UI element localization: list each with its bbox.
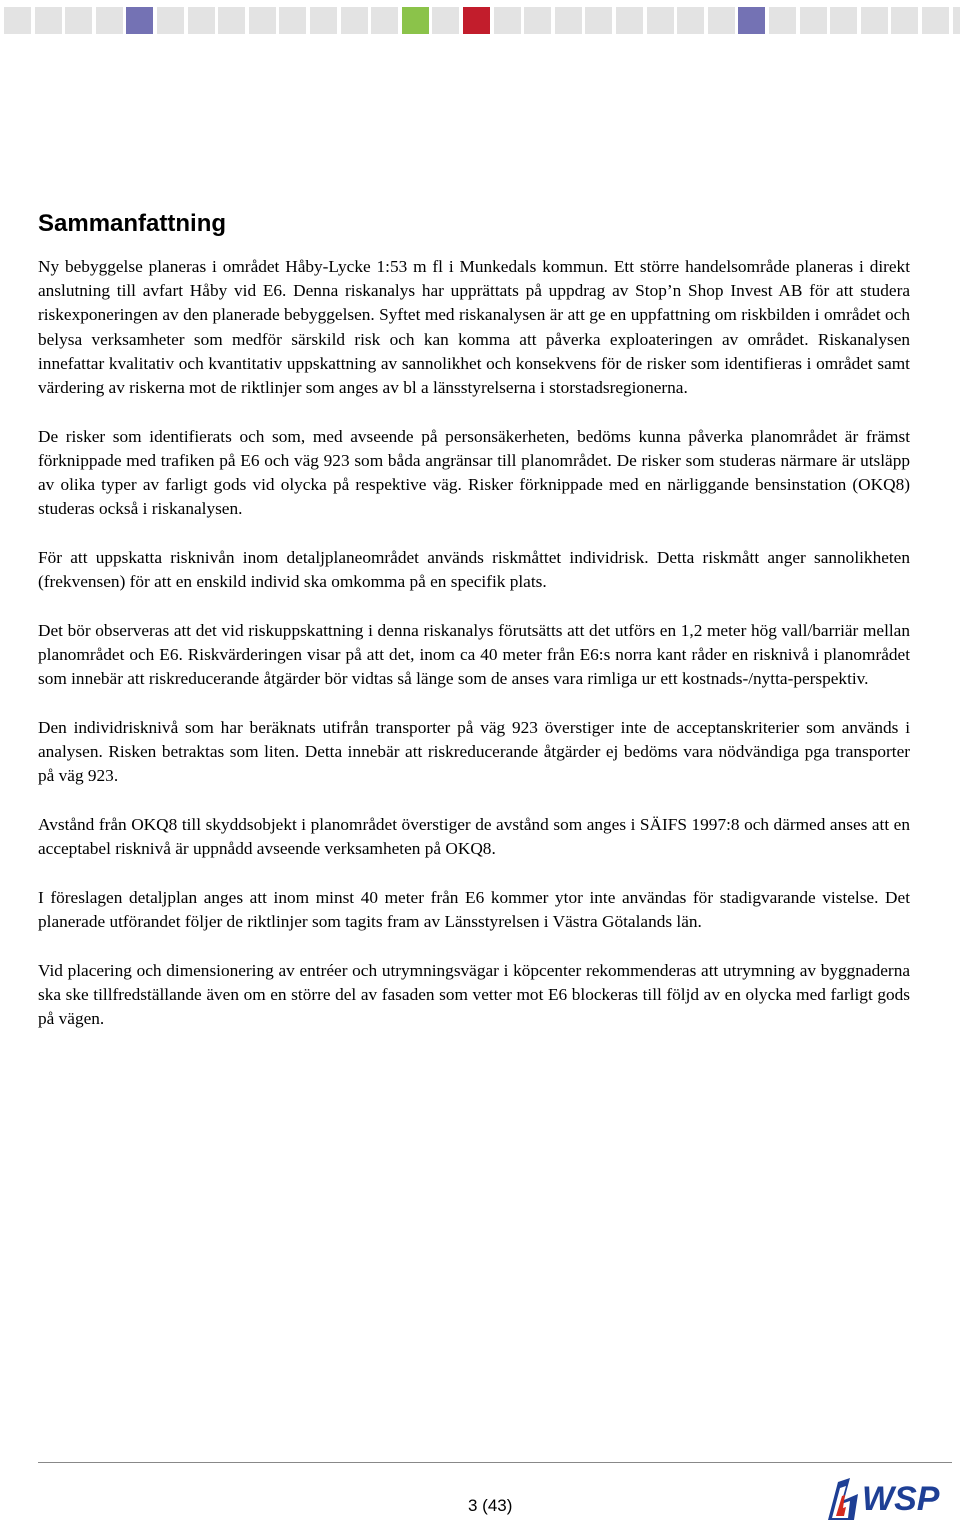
header-square [891,7,918,34]
header-square [188,7,215,34]
header-square [708,7,735,34]
section-title: Sammanfattning [38,210,227,237]
header-square [4,7,31,34]
header-square [953,7,960,34]
document-body [38,255,910,1056]
header-square [616,7,643,34]
paragraph-1: Ny bebyggelse planeras i området Håby-Lycke 1:53 m fl i Munkedals kommun. Ett större handelsområde planeras i direkt anslutning till avfart Håby vid E6. Denna riskanalys har upprättats på uppdrag av Stop’n Shop Invest AB för att studera riskexponeringen av den planerade bebyggelsen. Syftet med riskanalysen är att ge en uppfattning om riskbilden i området och belysa verksamheter som medför särskild risk och kan komma att påverka exploateringen av området. Riskanalysen innefattar kvalitativ och kvantitativ uppskattning av sannolikhet och konsekvens för de risker som identifieras i området samt värdering av riskerna mot de riktlinjer som anges av bl a länsstyrelserna i storstadsregionerna. [38,257,910,398]
header-square [157,7,184,34]
header-square [585,7,612,34]
header-square [769,7,796,34]
header-square [371,7,398,34]
page-number: 3 (43) [468,1496,513,1515]
header-square [830,7,857,34]
wsp-logo-graphic [824,1474,956,1522]
header-square [279,7,306,34]
header-square [494,7,521,34]
paragraph-5: Den individrisknivå som har beräknats utifrån transporter på väg 923 överstiger inte de acceptanskriterier som används i analysen. Risken betraktas som liten. Detta innebär att riskreducerande åtgärder ej bedöms vara nödvändiga pga transporter på väg 923. [38,718,910,786]
header-square [218,7,245,34]
header-square [310,7,337,34]
paragraph-4: Det bör observeras att det vid riskuppskattning i denna riskanalys förutsätts att det utförs en 1,2 meter hög vall/barriär mellan planområdet och E6. Riskvärderingen visar på att det, inom ca 40 meter från E6:s norra kant råder en risknivå i planområdet som innebär att riskreducerande åtgärder bör vidtas så länge som de anses vara rimliga ur ett kostnads-/nytta-perspektiv. [38,620,910,689]
header-square [96,7,123,34]
header-square [126,7,153,34]
header-square [922,7,949,34]
paragraph-6: Avstånd från OKQ8 till skyddsobjekt i planområdet överstiger de avstånd som anges i SÄIFS 1997:8 och därmed anses att en acceptabel risknivå är uppnådd avseende verksamheten på OKQ8. [38,815,910,859]
header-color-bar [0,7,960,34]
header-square [341,7,368,34]
footer-divider [38,1462,952,1463]
header-square [35,7,62,34]
header-square [65,7,92,34]
header-square [677,7,704,34]
wsp-logo [824,1474,956,1522]
header-square [738,7,765,34]
paragraph-3: För att uppskatta risknivån inom detaljplaneområdet används riskmåttet individrisk. Detta riskmått anger sannolikheten (frekvensen) för att en enskild individ ska omkomma på en specifik plats. [38,548,910,592]
header-square [861,7,888,34]
header-square [402,7,429,34]
paragraph-7: I föreslagen detaljplan anges att inom minst 40 meter från E6 kommer ytor inte användas för stadigvarande vistelse. Det planerade utförandet följer de riktlinjer som tagits fram av Länsstyrelsen i Västra Götalands län. [38,888,910,932]
paragraph-2: De risker som identifierats och som, med avseende på personsäkerheten, bedöms kunna påverka planområdet är främst förknippade med trafiken på E6 och väg 923 som båda angränsar till planområdet. De risker som studeras närmare är utsläpp av olika typer av farligt gods vid olycka på respektive väg. Risker förknippade med en närliggande bensinstation (OKQ8) studeras också i riskanalysen. [38,426,910,519]
header-square [800,7,827,34]
header-square [524,7,551,34]
logo-text: WSP [862,1480,940,1518]
paragraph-8: Vid placering och dimensionering av entréer och utrymningsvägar i köpcenter rekommenderas att utrymning av byggnaderna ska ske tillfredställande även om en större del av fasaden som vetter mot E6 blockeras till följd av en olycka med farligt gods på vägen. [38,960,910,1029]
header-square [647,7,674,34]
header-square [463,7,490,34]
header-square [555,7,582,34]
header-square [249,7,276,34]
header-square [432,7,459,34]
